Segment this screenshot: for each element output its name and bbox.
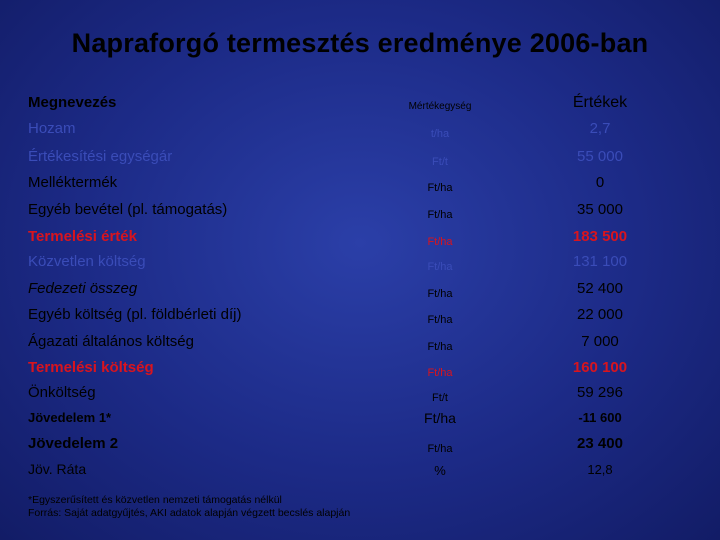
- row-name: Termelési érték: [28, 228, 137, 245]
- header-name: Megnevezés: [28, 94, 117, 111]
- row-value: 2,7: [589, 120, 611, 137]
- table-row: [0, 146, 720, 172]
- footnote-text: *Egyszerűsített és közvetlen nemzeti támogatás nélkül: [28, 494, 282, 506]
- row-unit: t/ha: [430, 128, 450, 140]
- row-unit: %: [434, 463, 446, 478]
- row-value: 183 500: [572, 228, 628, 245]
- row-unit: Ft/t: [432, 392, 448, 404]
- table-row: [0, 251, 720, 277]
- row-name: Jövedelem 2: [28, 435, 119, 452]
- row-name: Egyéb költség (pl. földbérleti díj): [28, 306, 242, 323]
- row-name: Értékesítési egységár: [28, 148, 173, 165]
- table-row: [0, 304, 720, 330]
- table-row: [0, 331, 720, 357]
- source-text: Forrás: Saját adatgyűjtés, AKI adatok alapján végzett becslés alapján: [28, 507, 351, 519]
- row-unit: Ft/ha: [427, 341, 453, 353]
- table-row: [0, 382, 720, 408]
- row-value: 55 000: [577, 148, 623, 165]
- row-value: 59 296: [577, 384, 623, 401]
- row-value: 35 000: [577, 201, 623, 218]
- row-unit: Ft/t: [432, 156, 448, 168]
- row-unit: Ft/ha: [427, 209, 453, 221]
- table-row: [0, 172, 720, 198]
- row-unit: Ft/ha: [427, 236, 453, 248]
- row-name: Közvetlen költség: [28, 253, 146, 270]
- row-unit: Ft/ha: [427, 182, 453, 194]
- table-row: [0, 278, 720, 304]
- row-unit: Ft/ha: [424, 410, 456, 426]
- row-value: 7 000: [581, 333, 619, 350]
- table-header-row: [0, 92, 720, 118]
- table-row: [0, 459, 720, 485]
- row-name: Önköltség: [28, 384, 96, 401]
- row-value: 52 400: [577, 280, 623, 297]
- row-value: -11 600: [578, 410, 622, 425]
- row-value: 22 000: [577, 306, 623, 323]
- row-name: Jövedelem 1*: [28, 410, 112, 425]
- header-unit: Mértékegység: [408, 101, 472, 112]
- row-value: 160 100: [572, 359, 628, 376]
- row-unit: Ft/ha: [427, 443, 453, 455]
- slide-title: Napraforgó termesztés eredménye 2006-ban: [71, 28, 649, 58]
- table-row: [0, 433, 720, 459]
- table-row: [0, 407, 720, 433]
- row-unit: Ft/ha: [427, 314, 453, 326]
- row-unit: Ft/ha: [427, 261, 453, 273]
- row-value: 131 100: [572, 253, 628, 270]
- row-name: Termelési költség: [28, 359, 154, 376]
- row-name: Jöv. Ráta: [28, 461, 87, 477]
- row-name: Ágazati általános költség: [28, 333, 194, 350]
- table-row: [0, 118, 720, 144]
- table-row: [0, 199, 720, 225]
- row-name: Egyéb bevétel (pl. támogatás): [28, 201, 228, 218]
- row-value: 0: [595, 174, 605, 191]
- table-row: [0, 226, 720, 252]
- row-unit: Ft/ha: [427, 367, 453, 379]
- row-name: Hozam: [28, 120, 76, 137]
- row-value: 12,8: [587, 462, 613, 477]
- row-unit: Ft/ha: [427, 288, 453, 300]
- row-value: 23 400: [577, 435, 623, 452]
- footnote: [28, 494, 350, 520]
- row-name: Fedezeti összeg: [28, 280, 138, 297]
- table-row: [0, 357, 720, 383]
- row-name: Melléktermék: [28, 174, 118, 191]
- header-value: Értékek: [572, 94, 628, 111]
